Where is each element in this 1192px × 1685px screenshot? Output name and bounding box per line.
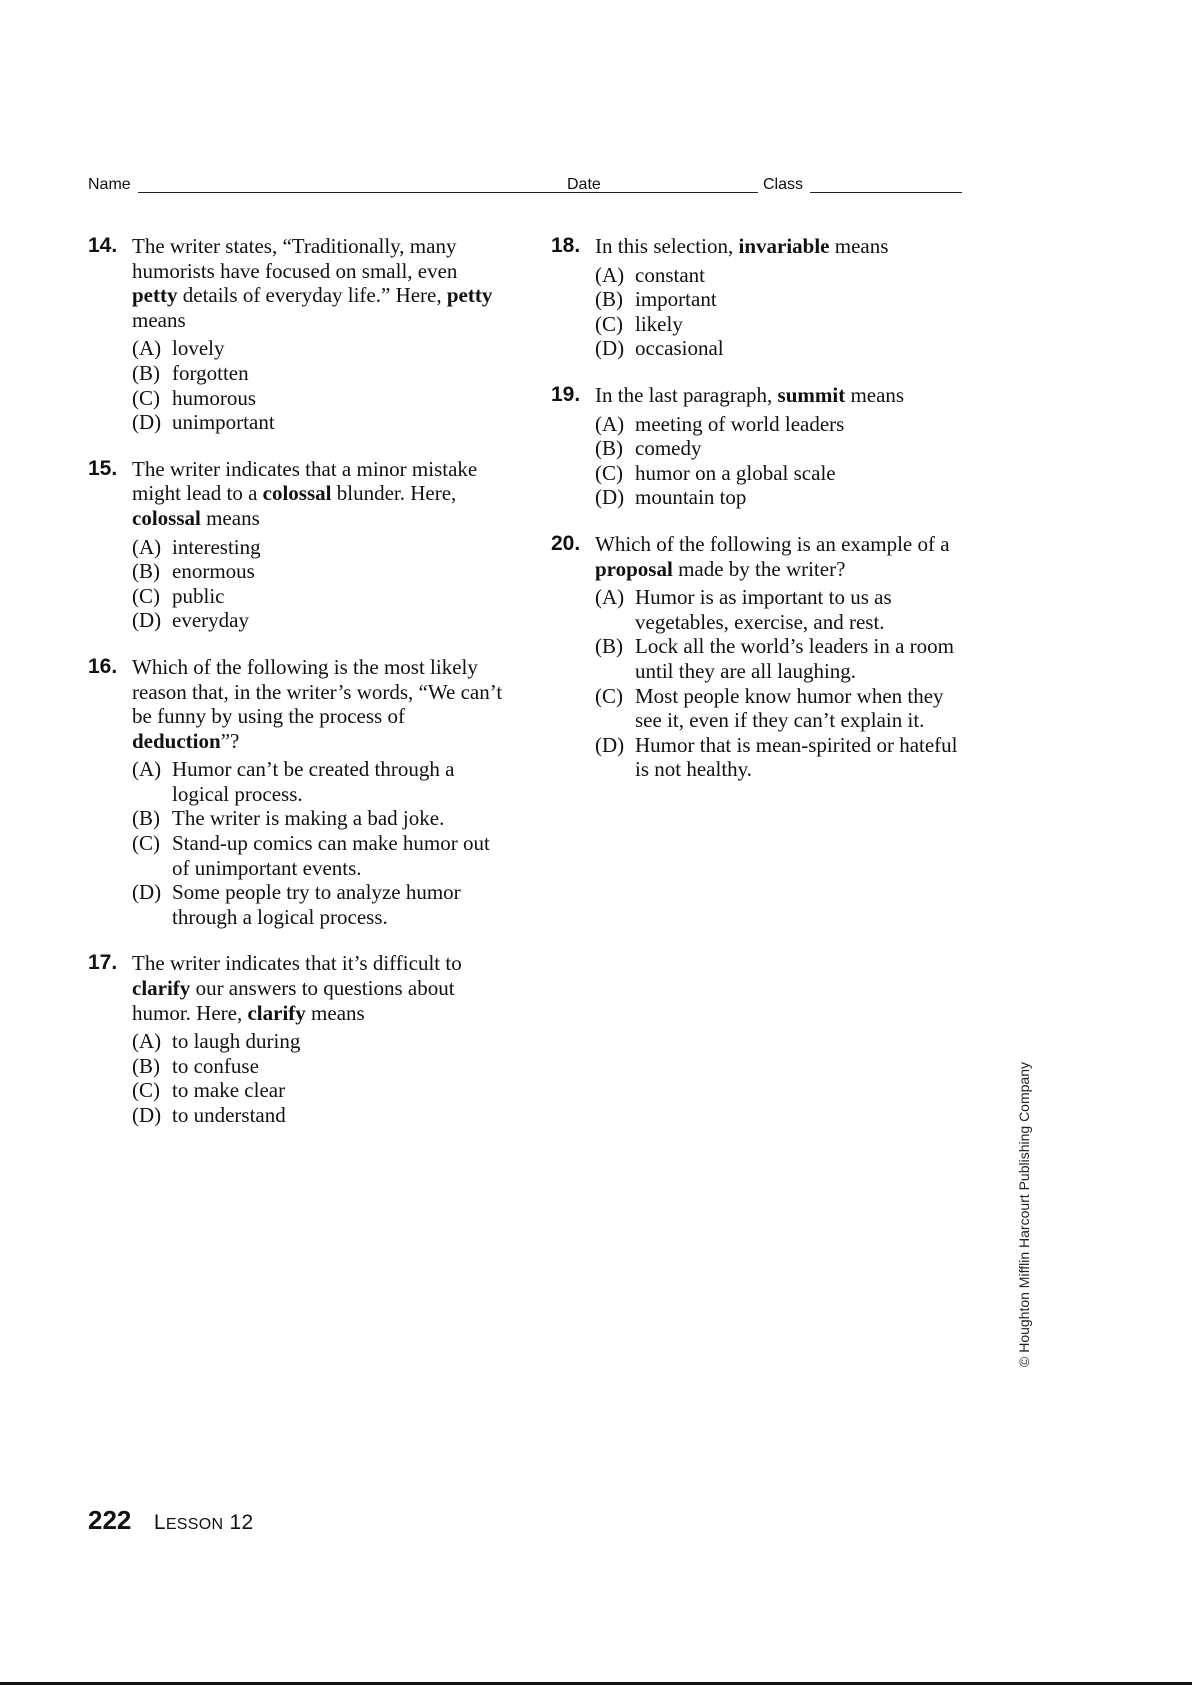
question-item	[88, 951, 508, 1127]
question-stem	[595, 234, 971, 259]
option-text: Humor is as important to us as vegetables, exercise, and rest.	[635, 585, 892, 634]
question-stem	[132, 655, 508, 753]
copyright-notice: © Houghton Mifflin Harcourt Publishing Company	[1016, 1062, 1032, 1367]
option-text: mountain top	[635, 485, 747, 510]
questions-left-column	[88, 234, 508, 1150]
option-text: constant	[635, 262, 705, 287]
vocabulary-word: colossal	[132, 505, 201, 530]
option-text: everyday	[172, 608, 249, 633]
option-text: humor on a global scale	[635, 460, 836, 485]
answer-option	[595, 684, 971, 733]
option-label: (C)	[132, 1078, 160, 1103]
answer-option	[132, 806, 508, 831]
option-label: (C)	[595, 460, 623, 485]
option-text: The writer is making a bad joke.	[172, 806, 445, 831]
option-text: comedy	[635, 436, 702, 461]
option-text: meeting of world leaders	[635, 411, 845, 436]
stem-text: Which of the following is an example of a	[595, 531, 950, 556]
option-label: (B)	[132, 559, 160, 584]
question-stem	[132, 951, 508, 1025]
question-number: 20.	[551, 531, 581, 555]
stem-text: made by the writer?	[672, 556, 846, 581]
lesson-number: 12	[229, 1511, 254, 1534]
option-label: (B)	[132, 806, 160, 831]
option-label: (B)	[595, 634, 623, 659]
answer-option	[595, 436, 971, 461]
option-label: (A)	[132, 757, 162, 782]
question-item	[551, 234, 971, 361]
option-text: important	[635, 287, 717, 312]
answer-option	[132, 410, 508, 435]
class-label: Class	[763, 176, 804, 193]
stem-text: The writer indicates that it’s difficult to	[132, 951, 462, 976]
vocabulary-word: clarify	[132, 976, 191, 1001]
question-stem	[132, 457, 508, 531]
stem-text: means	[829, 234, 889, 258]
question-number: 14.	[88, 234, 118, 257]
answer-options	[132, 757, 508, 929]
date-line	[608, 192, 758, 193]
lesson-smallcaps: ESSON	[165, 1516, 224, 1533]
option-label: (C)	[595, 311, 623, 336]
name-label: Name	[88, 176, 131, 193]
stem-text: means	[305, 1000, 365, 1025]
answer-options	[132, 535, 508, 633]
question-number: 17.	[88, 951, 118, 975]
option-text: Some people try to analyze humor through a logical process.	[172, 880, 461, 929]
option-label: (A)	[595, 585, 625, 610]
answer-option	[132, 336, 508, 361]
stem-text: means	[200, 505, 260, 530]
question-item	[88, 457, 508, 633]
option-label: (C)	[132, 385, 160, 410]
option-label: (C)	[132, 583, 160, 608]
student-info-header	[88, 176, 961, 198]
answer-options	[132, 336, 508, 434]
option-label: (B)	[132, 360, 160, 385]
question-item	[88, 655, 508, 930]
answer-option	[132, 584, 508, 609]
question-stem	[132, 234, 508, 332]
option-label: (A)	[132, 1029, 162, 1054]
vocabulary-word: petty	[132, 283, 178, 308]
option-text: to confuse	[172, 1053, 259, 1078]
answer-option	[595, 485, 971, 510]
option-text: unimportant	[172, 410, 275, 435]
lesson-initial: L	[153, 1511, 166, 1534]
option-text: Stand-up comics can make humor out of unimportant events.	[172, 831, 490, 880]
option-label: (D)	[132, 1103, 162, 1127]
stem-text: In this selection,	[595, 234, 739, 258]
vocabulary-word: proposal	[595, 556, 673, 581]
answer-option	[132, 1054, 508, 1079]
option-text: Lock all the world’s leaders in a room until they are all laughing.	[635, 634, 954, 683]
option-label: (D)	[595, 336, 625, 361]
vocabulary-word: invariable	[738, 234, 830, 258]
questions-right-column	[551, 234, 971, 804]
stem-text: ”?	[220, 728, 240, 753]
page-footer	[88, 1505, 253, 1536]
option-text: to make clear	[172, 1078, 286, 1103]
stem-text: our answers to questions about humor. Here,	[132, 976, 455, 1025]
answer-option	[132, 361, 508, 386]
answer-option	[595, 634, 971, 683]
option-label: (A)	[595, 411, 625, 436]
option-text: humorous	[172, 385, 256, 410]
option-text: to laugh during	[172, 1029, 301, 1054]
question-stem	[595, 532, 971, 581]
date-label: Date	[567, 176, 601, 193]
option-text: occasional	[635, 336, 724, 361]
stem-text: blunder. Here,	[331, 481, 457, 506]
option-label: (D)	[132, 410, 162, 435]
answer-option	[132, 757, 508, 806]
stem-text: Which of the following is the most likely reason that, in the writer’s words, “We can’t be funny by using the process of	[132, 654, 503, 729]
option-text: interesting	[172, 534, 261, 559]
question-number: 15.	[88, 456, 118, 480]
stem-text: details of everyday life.” Here,	[177, 283, 447, 308]
vocabulary-word: deduction	[132, 728, 221, 753]
option-text: to understand	[172, 1103, 286, 1127]
option-label: (B)	[595, 287, 623, 312]
answer-options	[132, 1029, 508, 1127]
option-text: Humor can’t be created through a logical process.	[172, 757, 455, 806]
vocabulary-word: petty	[446, 283, 493, 308]
answer-option	[595, 336, 971, 361]
answer-option	[132, 386, 508, 411]
option-label: (A)	[595, 262, 625, 287]
answer-options	[595, 585, 971, 782]
option-label: (D)	[595, 485, 625, 510]
option-label: (D)	[132, 880, 162, 905]
stem-text: means	[132, 307, 186, 332]
option-label: (D)	[132, 608, 162, 633]
answer-option	[132, 608, 508, 633]
answer-options	[595, 412, 971, 510]
answer-option	[132, 1029, 508, 1054]
answer-option	[595, 461, 971, 486]
vocabulary-word: colossal	[262, 481, 332, 506]
answer-option	[595, 287, 971, 312]
answer-option	[595, 585, 971, 634]
option-label: (D)	[595, 732, 625, 757]
question-number: 19.	[551, 382, 581, 406]
option-label: (A)	[132, 534, 162, 559]
answer-option	[595, 263, 971, 288]
page-number: 222	[88, 1505, 132, 1535]
option-text: likely	[635, 311, 683, 336]
stem-text: The writer states, “Traditionally, many humorists have focused on small, even	[132, 234, 458, 283]
question-item	[551, 383, 971, 510]
option-text: enormous	[172, 559, 255, 584]
answer-option	[595, 733, 971, 782]
answer-options	[595, 263, 971, 361]
question-number: 16.	[88, 654, 118, 678]
answer-option	[132, 880, 508, 929]
answer-option	[132, 1103, 508, 1128]
answer-option	[595, 312, 971, 337]
stem-text: In the last paragraph,	[595, 382, 778, 407]
answer-option	[132, 831, 508, 880]
option-label: (C)	[595, 683, 623, 708]
stem-text: The writer indicates that a minor mistake might lead to a	[132, 456, 478, 506]
stem-text: means	[845, 382, 905, 407]
class-line	[810, 192, 962, 193]
option-label: (C)	[132, 831, 160, 856]
question-number: 18.	[551, 234, 581, 257]
question-item	[88, 234, 508, 435]
option-label: (B)	[132, 1053, 160, 1078]
answer-option	[132, 559, 508, 584]
answer-option	[132, 535, 508, 560]
option-label: (A)	[132, 336, 162, 361]
vocabulary-word: clarify	[247, 1000, 306, 1025]
vocabulary-word: summit	[777, 382, 846, 407]
option-text: public	[172, 583, 225, 608]
option-text: lovely	[172, 336, 225, 361]
option-label: (B)	[595, 436, 623, 461]
option-text: Most people know humor when they see it, even if they can’t explain it.	[635, 683, 944, 733]
question-item	[551, 532, 971, 782]
option-text: Humor that is mean-spirited or hateful is not healthy.	[635, 732, 958, 782]
answer-option	[595, 412, 971, 437]
option-text: forgotten	[172, 360, 249, 385]
question-stem	[595, 383, 971, 408]
lesson-label	[154, 1511, 254, 1534]
answer-option	[132, 1078, 508, 1103]
